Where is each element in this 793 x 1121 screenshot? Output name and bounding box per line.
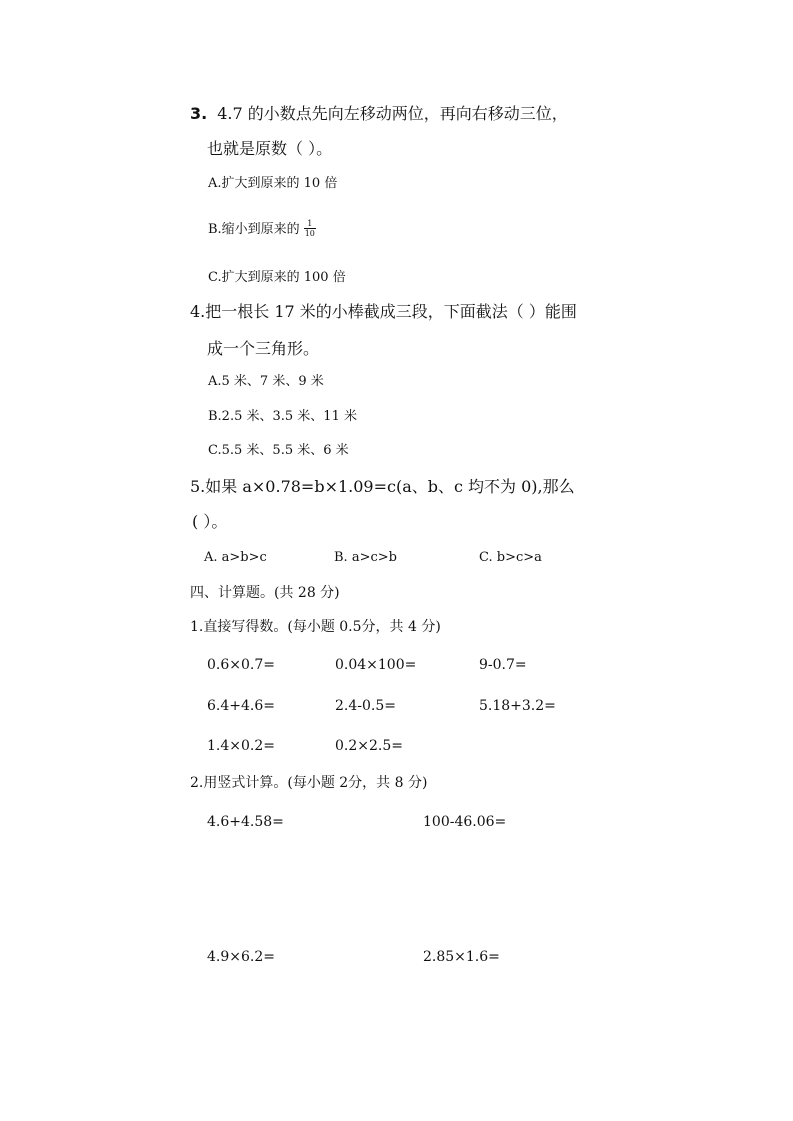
q3-stem-line2: 也就是原数（ ）。 <box>207 139 333 158</box>
part2-heading: 2.用竖式计算。(每小题 2分，共 8 分) <box>190 775 428 791</box>
q4-option-c: C.5.5 米、5.5 米、6 米 <box>208 443 349 458</box>
q3-number: 3. <box>190 104 208 123</box>
fraction-numerator: 1 <box>304 219 316 229</box>
q4-stem-line2: 成一个三角形。 <box>207 339 320 358</box>
calc-item: 0.2×2.5= <box>335 738 403 754</box>
vertical-calc-item: 4.9×6.2= <box>207 949 275 965</box>
q3-option-c: C.扩大到原来的 100 倍 <box>208 270 346 285</box>
q3-stem: 4.7 的小数点先向左移动两位，再向右移动三位， <box>217 104 568 123</box>
q3-option-b-text: B.缩小到原来的 <box>208 222 300 237</box>
calc-item: 2.4-0.5= <box>335 698 396 714</box>
part1-heading: 1.直接写得数。(每小题 0.5分，共 4 分) <box>190 619 441 635</box>
vertical-calc-item: 2.85×1.6= <box>423 949 500 965</box>
q5-option-a: A. a>b>c <box>204 550 267 565</box>
vertical-calc-item: 100-46.06= <box>423 814 507 830</box>
q5-stem-line2: ( ）。 <box>192 512 228 531</box>
q3-option-b <box>208 220 316 240</box>
calc-item: 6.4+4.6= <box>207 698 275 714</box>
q4-option-b: B.2.5 米、3.5 米、11 米 <box>208 409 357 424</box>
q4-option-a: A.5 米、7 米、9 米 <box>208 374 324 389</box>
calc-item: 0.04×100= <box>335 657 417 673</box>
calc-item: 0.6×0.7= <box>207 657 275 673</box>
calc-item: 9-0.7= <box>479 657 527 673</box>
calc-item: 5.18+3.2= <box>479 698 556 714</box>
fraction-denominator: 10 <box>304 229 315 238</box>
q5-option-c: C. b>c>a <box>479 550 542 565</box>
q3-option-a: A.扩大到原来的 10 倍 <box>208 176 338 191</box>
calc-item: 1.4×0.2= <box>207 738 275 754</box>
q4-stem: 4.把一根长 17 米的小棒截成三段，下面截法（ ）能围 <box>190 302 577 321</box>
q5-stem: 5.如果 a×0.78=b×1.09=c(a、b、c 均不为 0),那么 <box>190 477 575 496</box>
q3-option-b-fraction <box>304 219 316 238</box>
q3-line1 <box>190 104 568 124</box>
vertical-calc-item: 4.6+4.58= <box>207 814 284 830</box>
q5-option-b: B. a>c>b <box>334 550 397 565</box>
section-heading: 四、计算题。(共 28 分) <box>190 585 340 601</box>
